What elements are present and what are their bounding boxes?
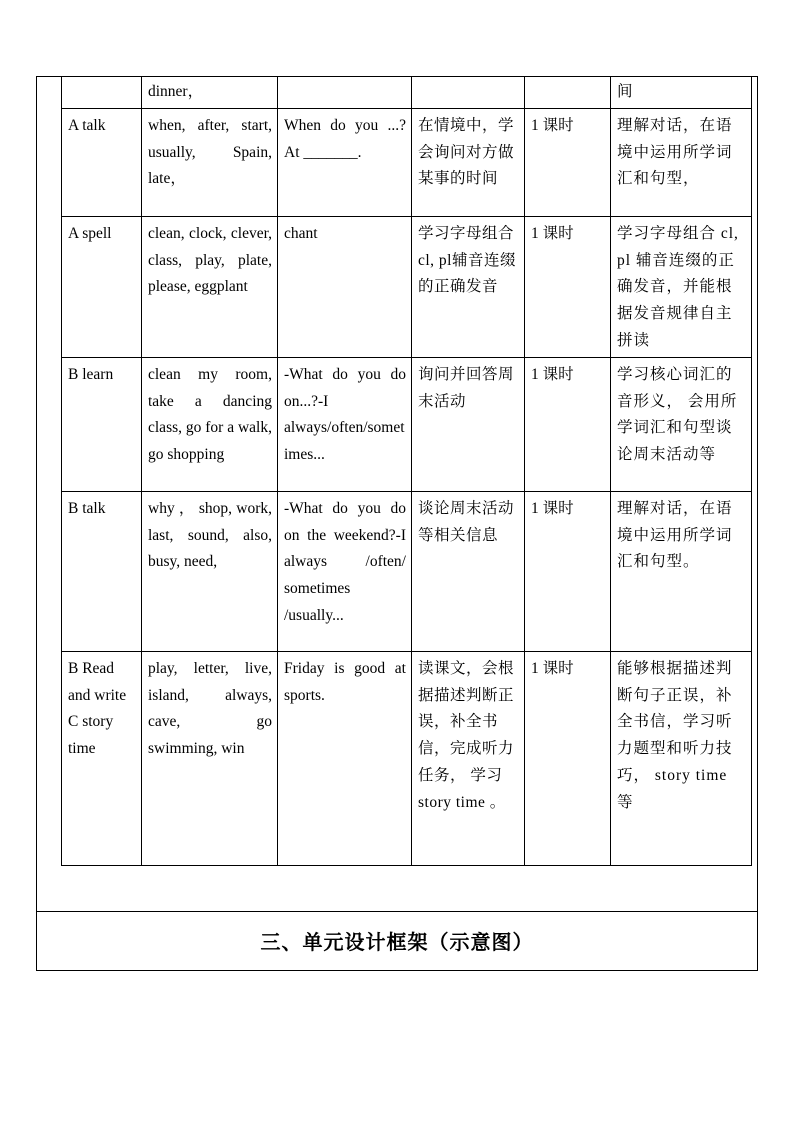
goal-cell <box>412 77 525 109</box>
table-row <box>62 108 752 216</box>
table-row <box>62 216 752 357</box>
hours-cell <box>525 77 611 109</box>
lesson-cell: A talk <box>62 108 142 216</box>
table-row <box>62 651 752 865</box>
vocab-cell: why ， shop, work, last, sound, also, busy, need, <box>142 491 278 651</box>
vocab-cell: play, letter, live, island, always, cave, go swimming, win <box>142 651 278 865</box>
table-row <box>62 77 752 109</box>
hours-cell: 1 课时 <box>525 491 611 651</box>
goal-cell: 询问并回答周末活动 <box>412 357 525 491</box>
goal-cell: 读课文，会根据描述判断正误，补全书信，完成听力任务， 学习 story time 。 <box>412 651 525 865</box>
objective-cell: 理解对话，在语境中运用所学词汇和句型， <box>611 108 752 216</box>
vocab-cell: when, after, start, usually, Spain, late， <box>142 108 278 216</box>
lesson-cell: A spell <box>62 216 142 357</box>
hours-cell: 1 课时 <box>525 108 611 216</box>
lesson-cell <box>62 77 142 109</box>
pattern-cell: -What do you do on...?-I always/often/sometimes... <box>278 357 412 491</box>
vocab-cell: clean my room, take a dancing class, go for a walk, go shopping <box>142 357 278 491</box>
lesson-cell: B learn <box>62 357 142 491</box>
pattern-cell: When do you ...? At _______. <box>278 108 412 216</box>
objective-cell: 理解对话，在语境中运用所学词汇和句型。 <box>611 491 752 651</box>
lesson-cell: B Read and write C story time <box>62 651 142 865</box>
vocab-cell: dinner， <box>142 77 278 109</box>
goal-cell: 在情境中，学会询问对方做某事的时间 <box>412 108 525 216</box>
pattern-cell: Friday is good at sports. <box>278 651 412 865</box>
objective-cell: 能够根据描述判断句子正误，补全书信，学习听力题型和听力技巧， story time 等 <box>611 651 752 865</box>
section-divider <box>36 911 758 912</box>
pattern-cell <box>278 77 412 109</box>
lesson-cell: B talk <box>62 491 142 651</box>
goal-cell: 学习字母组合cl, pl辅音连缀的正确发音 <box>412 216 525 357</box>
pattern-cell: -What do you do on the weekend?-I always /often/ sometimes /usually... <box>278 491 412 651</box>
hours-cell: 1 课时 <box>525 216 611 357</box>
lesson-plan-table <box>61 76 752 866</box>
table-row <box>62 357 752 491</box>
objective-cell: 学习字母组合 cl, pl 辅音连缀的正确发音，并能根据发音规律自主拼读 <box>611 216 752 357</box>
section-heading: 三、单元设计框架（示意图） <box>260 930 534 954</box>
goal-cell: 谈论周末活动等相关信息 <box>412 491 525 651</box>
objective-cell: 间 <box>611 77 752 109</box>
table-row <box>62 491 752 651</box>
vocab-cell: clean, clock, clever, class, play, plate, please, eggplant <box>142 216 278 357</box>
objective-cell: 学习核心词汇的音形义， 会用所学词汇和句型谈论周末活动等 <box>611 357 752 491</box>
hours-cell: 1 课时 <box>525 651 611 865</box>
pattern-cell: chant <box>278 216 412 357</box>
hours-cell: 1 课时 <box>525 357 611 491</box>
